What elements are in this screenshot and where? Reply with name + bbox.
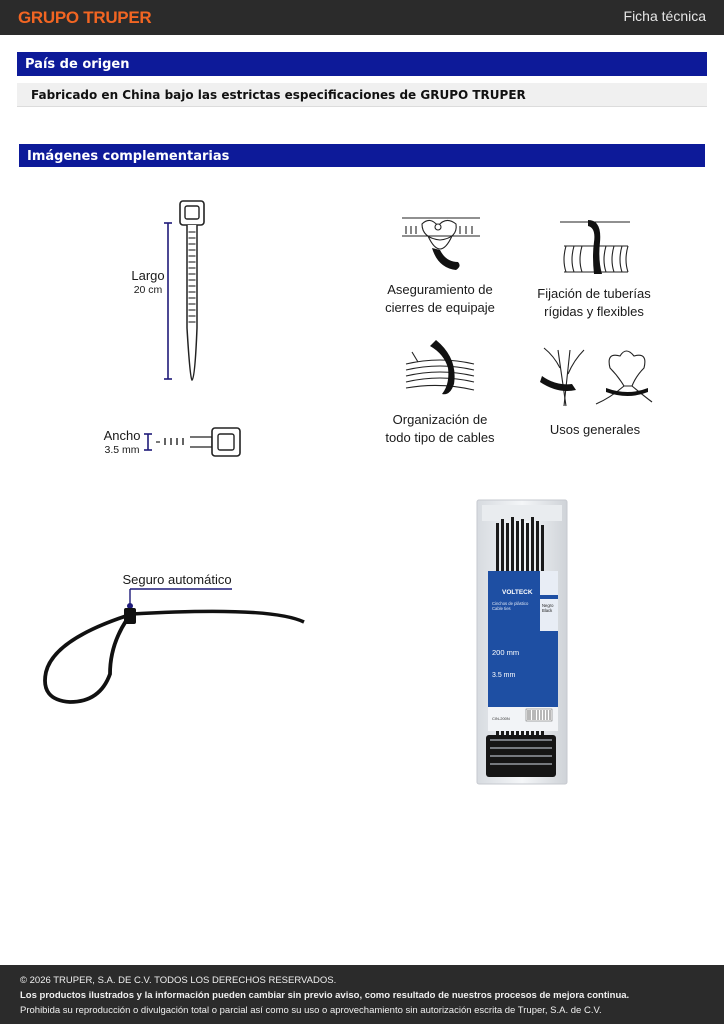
- use-luggage-label: Aseguramiento de cierres de equipaje: [385, 282, 495, 315]
- footer-notice: Los productos ilustrados y la información pueden cambiar sin previo aviso, como resultado de nuestros procesos de mejora continua.: [20, 990, 630, 1001]
- width-label: Ancho: [103, 428, 141, 443]
- footer-prohibition: Prohibida su reproducción o divulgación total o parcial así como su uso o aprovechamiento sin autorización escrita de Truper, S.A. de C.V.: [20, 1005, 602, 1016]
- luggage-closure-icon: [400, 212, 482, 274]
- use-cables-label: Organización de todo tipo de cables: [385, 412, 495, 445]
- images-heading: Imágenes complementarias: [19, 144, 705, 167]
- package-color-en: Black: [542, 608, 553, 613]
- length-value: 20 cm: [133, 284, 163, 296]
- origin-text: Fabricado en China bajo las estrictas especificaciones de GRUPO TRUPER: [17, 83, 707, 107]
- cable-tie-width-diagram: [142, 425, 244, 459]
- footer: [0, 965, 724, 1024]
- package-product: Cinchos de plástico: [492, 601, 529, 606]
- header-bar: [0, 0, 724, 35]
- auto-lock-label: Seguro automático: [122, 572, 232, 587]
- origin-heading: País de origen: [17, 52, 707, 76]
- package-brand: VOLTECK: [502, 589, 533, 596]
- package-length: 200 mm: [492, 648, 520, 657]
- width-value: 3.5 mm: [104, 444, 140, 456]
- brand-logo: GRUPO TRUPER: [18, 8, 152, 27]
- pipe-fixing-icon: [558, 216, 632, 274]
- package-product-en: Cable ties: [492, 606, 511, 611]
- footer-copyright: © 2026 TRUPER, S.A. DE C.V. TODOS LOS DERECHOS RESERVADOS.: [20, 975, 337, 986]
- package-code: CIN-200N: [492, 716, 510, 721]
- document-type: Ficha técnica: [623, 8, 706, 24]
- auto-lock-cable-tie: [40, 584, 308, 708]
- package-color: Negro: [542, 603, 554, 608]
- use-general-label: Usos generales: [549, 422, 641, 437]
- length-label: Largo: [131, 268, 165, 283]
- general-use-icon: [540, 346, 656, 408]
- cable-organization-icon: [404, 338, 478, 400]
- package-photo: [476, 499, 568, 785]
- package-width: 3.5 mm: [492, 672, 516, 679]
- use-pipes-label: Fijación de tuberías rígidas y flexibles: [537, 286, 651, 319]
